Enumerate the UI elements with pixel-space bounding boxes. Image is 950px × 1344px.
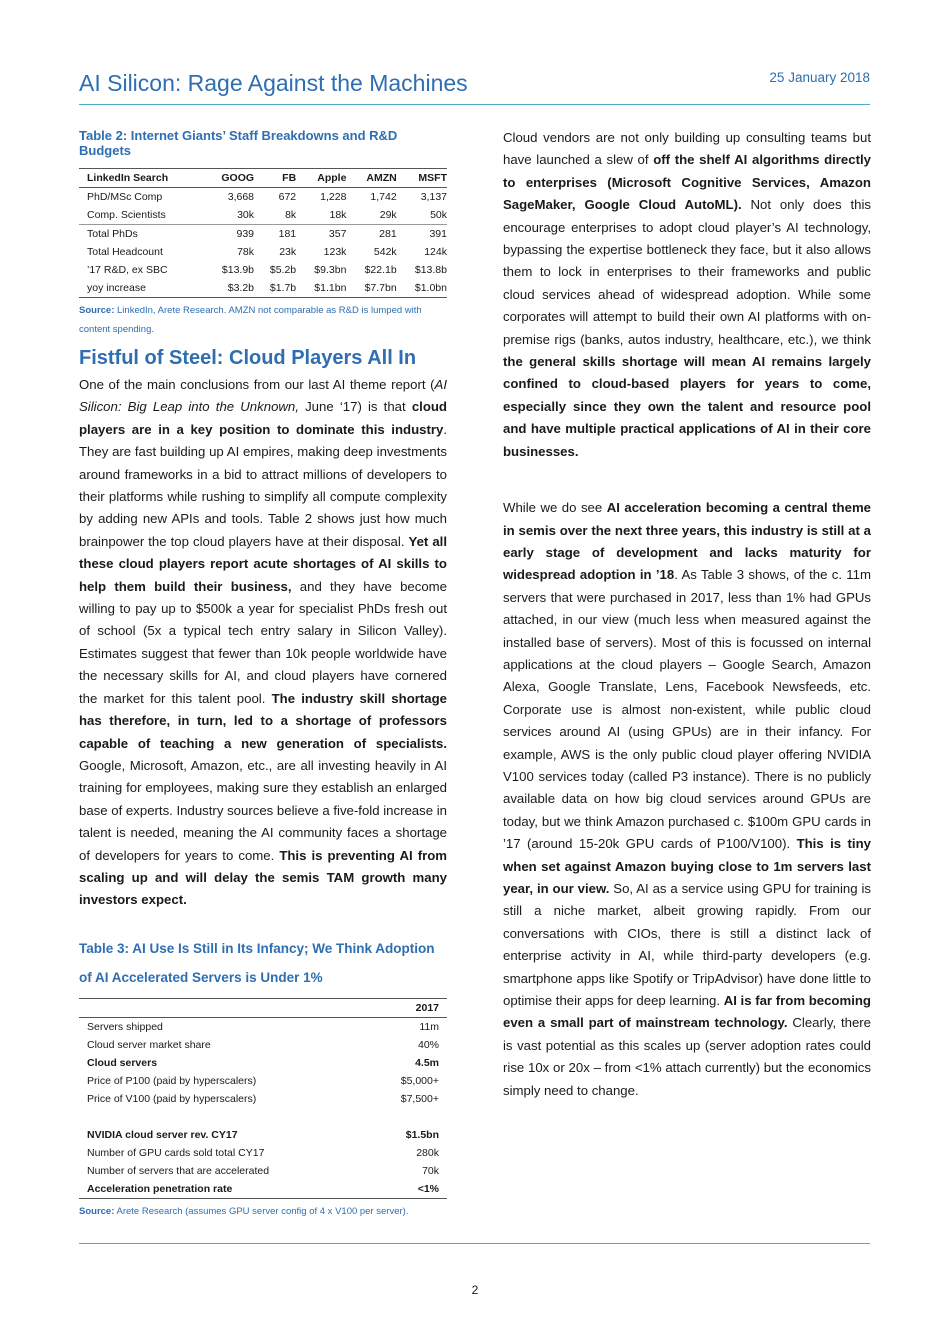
table-cell: 3,137 <box>420 191 447 203</box>
table-cell: 23k <box>279 246 297 258</box>
bold-text: off the shelf AI algorithms directly to enterprises (Microsoft Cognitive Services, Amazon SageMaker, Google Cloud AutoML). <box>503 152 871 213</box>
source-text: LinkedIn, Arete Research. AMZN not comparable as R&D is lumped with content spending. <box>79 305 422 335</box>
table-row <box>79 1126 447 1144</box>
text-run: One of the main conclusions from our last AI theme report ( <box>79 377 435 392</box>
text-run: Cloud vendors are not only building up consulting teams but have launched a slew of <box>503 130 871 168</box>
table-row <box>79 261 447 279</box>
page-number: 2 <box>471 1283 479 1297</box>
table-cell: 280k <box>416 1146 439 1159</box>
table-row <box>79 1162 447 1180</box>
row-label: Number of GPU cards sold total CY17 <box>87 1146 265 1159</box>
table-cell: 181 <box>254 225 296 244</box>
bold-text: AI is far from becoming even a small part of mainstream technology. <box>503 993 871 1031</box>
row-label: Price of P100 (paid by hyperscalers) <box>87 1074 257 1087</box>
column-header: LinkedIn Search <box>79 169 203 188</box>
table-row <box>79 225 447 244</box>
table-row <box>79 1054 447 1072</box>
table-row <box>79 1072 447 1090</box>
row-label: ’17 R&D, ex SBC <box>87 264 168 276</box>
bold-text: cloud players are in a key position to dominate this industry <box>79 399 447 437</box>
table-cell: $7,500+ <box>400 1092 439 1105</box>
table-cell: $1.5bn <box>405 1128 439 1141</box>
text-run: and they have become willing to pay up to $500k a year for specialist PhDs fresh out of school (5x a typical tech entry salary in Silicon Valley). Estimates suggest that fewer than 10k people worldwide have the necessary skills for AI, and cloud players have cornered the market for this talent pool. <box>79 578 447 706</box>
text-run: Clearly, there is vast potential as this scales up (server adoption rates could rise 10x or 20x – from <1% attach currently) but the economics simply need to change. <box>503 1015 871 1098</box>
text-run: While we do see <box>503 500 607 516</box>
bold-text: Yet all these cloud players report acute shortages of AI skills to help them build their business, <box>79 533 448 594</box>
text-run: June ‘17) is that <box>298 399 412 415</box>
table-cell: $5,000+ <box>400 1074 439 1087</box>
left-column <box>79 128 447 1221</box>
table-cell: $3.2b <box>203 279 254 298</box>
table-row <box>79 279 447 298</box>
report-date: 25 January 2018 <box>769 70 870 85</box>
bold-text: This is tiny when set against Amazon buying close to 1m servers last year, in our view. <box>503 836 871 896</box>
table2-caption: Table 2: Internet Giants’ Staff Breakdowns and R&D Budgets <box>79 128 398 158</box>
table-cell: 3,668 <box>227 191 255 203</box>
text-run: Google, Microsoft, Amazon, etc., are all investing heavily in AI training for employees, making sure they establish an enlarged base of experts. Industry sources believe a five-fold increase in talent is needed, meaning the AI community faces a shortage of developers for years to come. <box>79 757 447 863</box>
table-cell: 11m <box>419 1020 439 1033</box>
table-cell: 391 <box>397 225 447 244</box>
source-label: Source: <box>79 1205 115 1217</box>
table-cell: 50k <box>430 209 447 221</box>
source-text: Arete Research (assumes GPU server config of 4 x V100 per server). <box>114 1205 409 1217</box>
row-label <box>79 1108 373 1126</box>
table-cell: $5.2b <box>269 264 297 276</box>
table-cell: 1,742 <box>370 191 397 203</box>
table3-caption: Table 3: AI Use Is Still in Its Infancy; We Think Adoption of AI Accelerated Servers is Under 1% <box>79 940 435 985</box>
table-cell: <1% <box>373 1180 447 1199</box>
row-label: Cloud servers <box>87 1056 158 1069</box>
table-cell: $1.1bn <box>296 279 346 298</box>
column-header: Apple <box>296 169 346 188</box>
row-label: Total PhDs <box>79 225 203 244</box>
table-cell: 672 <box>278 191 297 203</box>
table-row <box>79 1144 447 1162</box>
row-label: Price of V100 (paid by hyperscalers) <box>87 1092 257 1105</box>
section-heading: Fistful of Steel: Cloud Players All In <box>79 347 417 369</box>
table-row <box>79 1108 447 1126</box>
column-header: GOOG <box>203 169 254 188</box>
table-cell: $22.1b <box>364 264 397 276</box>
footer-rule <box>79 1243 870 1244</box>
report-title: AI Silicon: Rage Against the Machines <box>79 70 468 96</box>
table-row <box>79 206 447 225</box>
row-label: NVIDIA cloud server rev. CY17 <box>87 1128 238 1141</box>
table3-source <box>79 1202 447 1221</box>
table-cell: 30k <box>237 209 255 221</box>
table3 <box>79 998 447 1199</box>
table-cell: 542k <box>373 246 397 258</box>
table-row <box>79 188 447 207</box>
table-cell: 939 <box>203 225 254 244</box>
table-cell <box>373 1108 447 1126</box>
table-cell: 124k <box>424 246 447 258</box>
row-label: Servers shipped <box>87 1020 163 1033</box>
text-run: Not only does this encourage enterprises to adopt cloud player’s AI technology, bypassing the expertise bottleneck they face, but it also allows them to lock in enterprises to their frameworks and public cloud services ahead of widespread adoption. While some corporates will attempt to build their own AI platforms with on-premise rigs (banks, autos industry, healthcare, etc.), we think <box>503 197 871 347</box>
header-rule <box>79 104 870 105</box>
table-cell: $1.7b <box>254 279 296 298</box>
right-column <box>503 127 871 1102</box>
text-run: . As Table 3 shows, of the c. 11m servers that were purchased in 2017, less than 1% had GPUs attached, in our view (much less when measured against the installed base of servers). Most of this is focussed on internal applications at the cloud players – Google Search, Amazon Alexa, Google Translate, Lens, Facebook Newsfeeds, etc. Corporate use is almost non-existent, while public cloud services around AI (using GPUs) are in their infancy. For example, AWS is the only public cloud player offering NVIDIA V100 services today (called P3 instance). There is no publicly available data on how big cloud services around GPUs are today, but we think Amazon purchased c. $100m GPU cards in ’17 (around 15-20k GPU cards of P100/V100). <box>503 567 871 852</box>
table-cell: $13.9b <box>221 264 255 276</box>
table-row <box>79 1017 447 1036</box>
bold-text: This is preventing AI from scaling up and will delay the semis TAM growth many investors expect. <box>79 847 447 908</box>
table-row <box>79 243 447 261</box>
row-label: Total Headcount <box>87 246 163 258</box>
table-cell: 18k <box>329 209 347 221</box>
table-row <box>79 1036 447 1054</box>
table-row <box>79 1090 447 1108</box>
table2 <box>79 168 447 298</box>
table-cell: 78k <box>237 246 255 258</box>
table-cell: $9.3bn <box>314 264 347 276</box>
text-run: . They are fast building up AI empires, making deep investments around frameworks in a bid to attract millions of developers to their platforms while rushing to simplify all compute complexity by adding new APIs and tools. Table 2 shows just how much brainpower the top cloud players have at their disposal. <box>79 421 447 549</box>
table-cell: 4.5m <box>415 1056 439 1069</box>
table2-source <box>79 301 447 339</box>
bold-text: the general skills shortage will mean AI remains largely confined to cloud-based players for years to come, especially since they own the talent and resource pool and have multiple practical applications of AI in their core businesses. <box>503 354 871 459</box>
row-label: Comp. Scientists <box>87 209 166 221</box>
table-row <box>79 1180 447 1199</box>
table-header-row <box>79 998 447 1017</box>
table-cell: $1.0bn <box>397 279 447 298</box>
table-cell: $7.7bn <box>346 279 396 298</box>
body-paragraph <box>503 497 871 1102</box>
column-header: 2017 <box>373 998 447 1017</box>
table-cell: 70k <box>422 1164 439 1177</box>
row-label: Number of servers that are accelerated <box>87 1164 270 1177</box>
table-cell: $13.8b <box>414 264 447 276</box>
column-header: AMZN <box>346 169 396 188</box>
italic-text: AI Silicon: Big Leap into the Unknown, <box>79 377 447 415</box>
row-label: PhD/MSc Comp <box>87 191 163 203</box>
column-header: MSFT <box>397 169 447 188</box>
table-cell: 8k <box>285 209 297 221</box>
body-paragraph <box>79 374 447 912</box>
table-cell: 1,228 <box>320 191 347 203</box>
table-cell: 281 <box>346 225 396 244</box>
body-paragraph <box>503 127 871 463</box>
row-label: Acceleration penetration rate <box>79 1180 373 1199</box>
column-header: FB <box>254 169 296 188</box>
table-cell: 123k <box>323 246 347 258</box>
table-cell: 357 <box>296 225 346 244</box>
table-cell: 29k <box>379 209 397 221</box>
bold-text: The industry skill shortage has therefore, in turn, led to a shortage of professors capable of teaching a new generation of specialists. <box>79 690 448 751</box>
bold-text: AI acceleration becoming a central theme in semis over the next three years, this industry is still at a early stage of development and lacks maturity for widespread adoption in ’18 <box>503 500 872 583</box>
row-label: yoy increase <box>79 279 203 298</box>
source-label: Source: <box>79 305 115 316</box>
table-cell: 40% <box>417 1038 439 1051</box>
text-run: So, AI as a service using GPU for training is still a niche market, albeit growing rapidly. From our conversations with CIOs, there is still a distinct lack of enterprise activity in AI, while third-party developers (e.g. smartphone apps like Spotify or TripAdvisor) have done little to optimise their apps for deep learning. <box>503 881 871 1009</box>
header-spacer <box>79 998 373 1017</box>
row-label: Cloud server market share <box>87 1038 211 1051</box>
